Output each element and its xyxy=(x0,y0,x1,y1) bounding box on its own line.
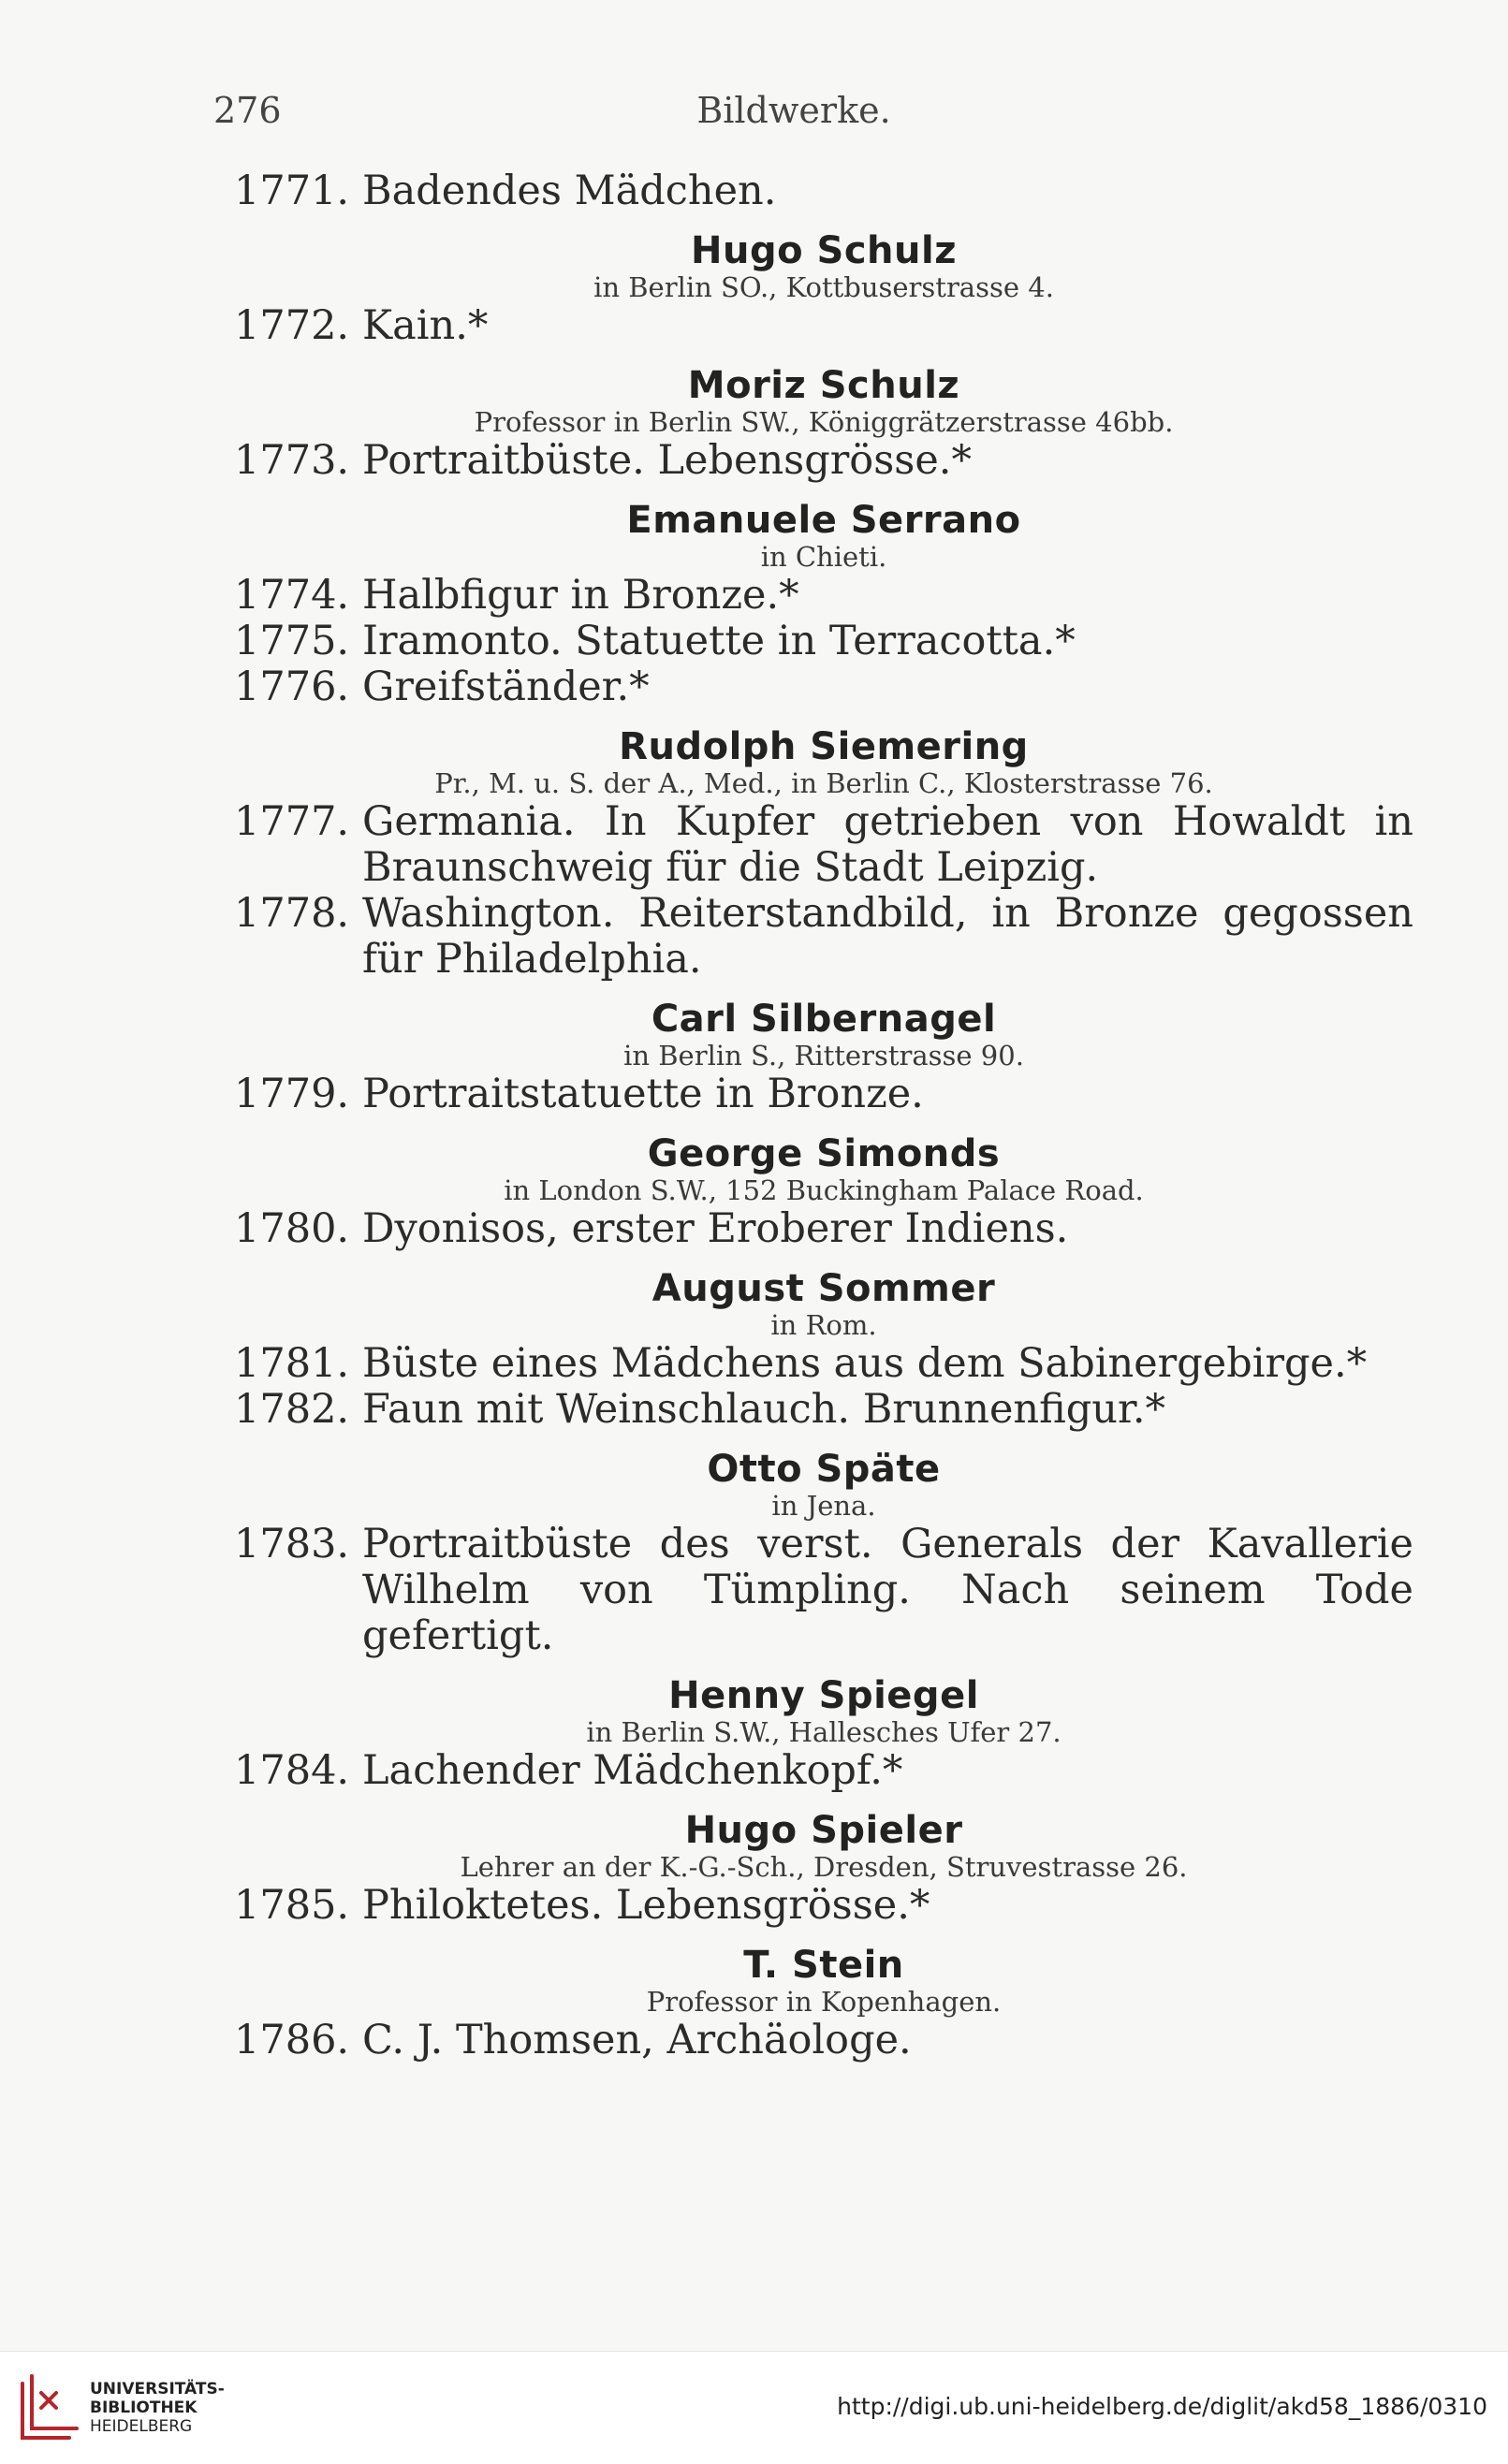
logo-line: HEIDELBERG xyxy=(90,2417,193,2436)
footer-bar xyxy=(0,2351,1508,2464)
entry-number: 1775. xyxy=(234,618,350,664)
catalog-entry xyxy=(234,664,1413,710)
entry-text: Kain.* xyxy=(362,302,489,349)
catalog-entry xyxy=(234,303,1413,349)
entry-number: 1780. xyxy=(234,1205,350,1252)
artist-heading xyxy=(234,1132,1413,1206)
artist-heading xyxy=(234,1267,1413,1341)
artist-name: Otto Späte xyxy=(707,1448,941,1491)
artist-address: Professor in Berlin SW., Königgrätzerstrasse 46bb. xyxy=(474,406,1174,438)
catalog-entry xyxy=(234,1387,1413,1433)
artist-address: in Jena. xyxy=(771,1490,876,1522)
catalog-entry xyxy=(234,2018,1413,2063)
entry-text: Greifständer.* xyxy=(362,663,650,710)
catalog-entry xyxy=(234,1748,1413,1794)
page-number: 276 xyxy=(213,90,282,131)
entry-text: Philoktetes. Lebensgrösse.* xyxy=(362,1882,930,1929)
artist-address: in London S.W., 152 Buckingham Palace Road. xyxy=(504,1174,1144,1206)
artist-address: Professor in Kopenhagen. xyxy=(646,1986,1002,2018)
catalog-entry xyxy=(234,619,1413,664)
library-logo-icon xyxy=(13,2372,81,2447)
entry-text: Portraitbüste des verst. Generals der Kavallerie Wilhelm von Tümpling. Nach seinem Tode gefertigt. xyxy=(362,1521,1413,1659)
artist-heading xyxy=(234,1944,1413,2018)
catalog-entry xyxy=(234,1206,1413,1252)
entry-text: Iramonto. Statuette in Terracotta.* xyxy=(362,618,1076,664)
artist-address: in Chieti. xyxy=(760,541,887,573)
artist-address: in Berlin S., Ritterstrasse 90. xyxy=(623,1040,1024,1072)
entry-text: Portraitstatuette in Bronze. xyxy=(362,1071,924,1117)
entry-number: 1779. xyxy=(234,1071,350,1117)
library-logo-text xyxy=(90,2380,225,2436)
entry-text: Lachender Mädchenkopf.* xyxy=(362,1747,903,1794)
entry-text: Faun mit Weinschlauch. Brunnenfigur.* xyxy=(362,1386,1165,1433)
catalog-entry xyxy=(234,438,1413,484)
artist-name: Rudolph Siemering xyxy=(619,725,1029,768)
entry-text: Washington. Reiterstandbild, in Bronze gegossen für Philadelphia. xyxy=(362,890,1413,983)
artist-address: Pr., M. u. S. der A., Med., in Berlin C., Klosterstrasse 76. xyxy=(434,767,1213,799)
artist-heading xyxy=(234,725,1413,799)
catalog-entry xyxy=(234,1072,1413,1117)
entry-number: 1783. xyxy=(234,1521,350,1567)
artist-name: Moriz Schulz xyxy=(687,364,960,407)
page-header xyxy=(213,90,1374,146)
catalog-entry xyxy=(234,1522,1413,1659)
catalog-entry xyxy=(234,573,1413,619)
entry-text: Germania. In Kupfer getrieben von Howaldt in Braunschweig für die Stadt Leipzig. xyxy=(362,798,1413,891)
artist-heading xyxy=(234,229,1413,303)
artist-heading xyxy=(234,499,1413,573)
catalog-entry xyxy=(234,1883,1413,1929)
entry-number: 1771. xyxy=(234,168,350,214)
catalog-entry xyxy=(234,891,1413,983)
artist-name: Emanuele Serrano xyxy=(626,499,1021,542)
entry-number: 1773. xyxy=(234,437,350,484)
artist-address: in Berlin SO., Kottbuserstrasse 4. xyxy=(593,271,1054,303)
artist-heading xyxy=(234,998,1413,1072)
entry-text: Dyonisos, erster Eroberer Indiens. xyxy=(362,1205,1069,1252)
logo-line: UNIVERSITÄTS- xyxy=(90,2380,225,2398)
artist-heading xyxy=(234,1448,1413,1522)
catalog-content xyxy=(234,168,1413,2063)
entry-text: Portraitbüste. Lebensgrösse.* xyxy=(362,437,972,484)
entry-text: Büste eines Mädchens aus dem Sabinergebirge.* xyxy=(362,1340,1368,1387)
entry-number: 1786. xyxy=(234,2017,350,2063)
entry-number: 1778. xyxy=(234,890,350,937)
running-title: Bildwerke. xyxy=(696,90,891,131)
entry-number: 1774. xyxy=(234,572,350,619)
artist-heading xyxy=(234,1674,1413,1748)
entry-number: 1784. xyxy=(234,1747,350,1794)
artist-address: in Berlin S.W., Hallesches Ufer 27. xyxy=(586,1716,1061,1748)
entry-text: C. J. Thomsen, Archäologe. xyxy=(362,2017,912,2063)
catalog-entry xyxy=(234,1341,1413,1387)
artist-name: Carl Silbernagel xyxy=(651,998,997,1041)
artist-heading xyxy=(234,1809,1413,1883)
artist-name: Hugo Schulz xyxy=(691,229,957,272)
logo-line: BIBLIOTHEK xyxy=(90,2398,198,2417)
artist-name: T. Stein xyxy=(743,1944,904,1987)
artist-name: Henny Spiegel xyxy=(668,1674,979,1717)
source-url[interactable]: http://digi.ub.uni-heidelberg.de/diglit/akd58_1886/0310 xyxy=(837,2393,1487,2420)
artist-address: Lehrer an der K.-G.-Sch., Dresden, Struvestrasse 26. xyxy=(460,1851,1188,1883)
entry-number: 1777. xyxy=(234,798,350,845)
artist-name: George Simonds xyxy=(647,1132,1001,1175)
entry-number: 1785. xyxy=(234,1882,350,1929)
artist-name: Hugo Spieler xyxy=(684,1809,963,1852)
artist-heading xyxy=(234,364,1413,438)
entry-number: 1772. xyxy=(234,302,350,349)
entry-number: 1782. xyxy=(234,1386,350,1433)
artist-name: August Sommer xyxy=(652,1267,996,1310)
entry-number: 1776. xyxy=(234,663,350,710)
catalog-entry xyxy=(234,168,1413,214)
catalog-entry xyxy=(234,799,1413,891)
entry-text: Badendes Mädchen. xyxy=(362,168,777,214)
entry-number: 1781. xyxy=(234,1340,350,1387)
artist-address: in Rom. xyxy=(770,1309,877,1341)
entry-text: Halbfigur in Bronze.* xyxy=(362,572,799,619)
